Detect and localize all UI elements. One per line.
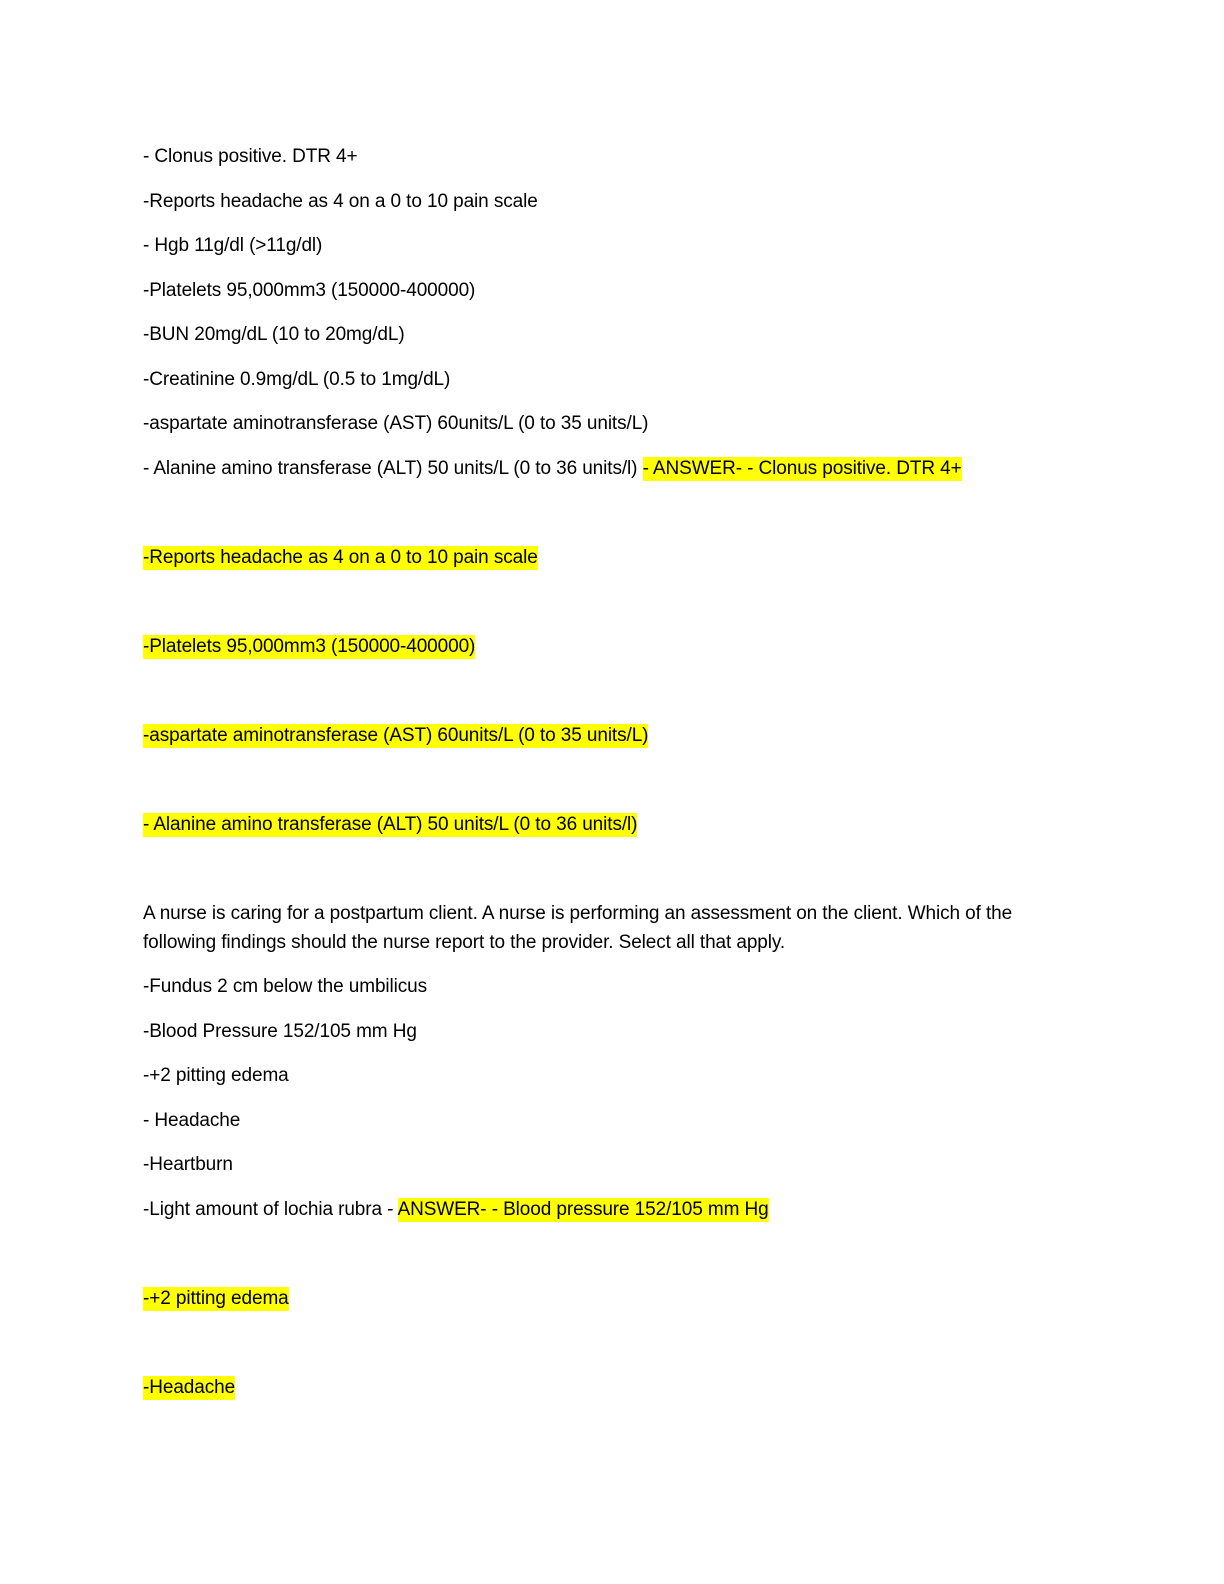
q1-answer-2: -Platelets 95,000mm3 (150000-400000) <box>143 636 476 657</box>
q1-answer-1: -Reports headache as 4 on a 0 to 10 pain scale <box>143 547 538 568</box>
q1-finding-2: -Reports headache as 4 on a 0 to 10 pain scale <box>143 191 538 212</box>
q1-finding-6: -Creatinine 0.9mg/dL (0.5 to 1mg/dL) <box>143 369 451 390</box>
q1-answer-line-4 <box>143 813 637 837</box>
q2-option-3: -+2 pitting edema <box>143 1065 289 1086</box>
q1-answer-inline: - ANSWER- - Clonus positive. DTR 4+ <box>642 458 962 479</box>
q1-finding-8-with-answer <box>143 457 962 481</box>
q2-answer-inline: ANSWER- - Blood pressure 152/105 mm Hg <box>397 1199 769 1220</box>
q2-option-5: -Heartburn <box>143 1154 233 1175</box>
q2-answer-line-1 <box>143 1287 289 1311</box>
q1-answer-line-3 <box>143 724 648 748</box>
q2-answer-1: -+2 pitting edema <box>143 1288 289 1309</box>
q2-option-6-with-answer <box>143 1198 769 1222</box>
q2-option-4: - Headache <box>143 1110 241 1131</box>
q1-answer-3: -aspartate aminotransferase (AST) 60units/L (0 to 35 units/L) <box>143 725 649 746</box>
q1-finding-7: -aspartate aminotransferase (AST) 60units/L (0 to 35 units/L) <box>143 413 649 434</box>
q1-finding-1: - Clonus positive. DTR 4+ <box>143 146 358 167</box>
q2-answer-2: -Headache <box>143 1377 236 1398</box>
q1-answer-4: - Alanine amino transferase (ALT) 50 units/L (0 to 36 units/l) <box>143 814 638 835</box>
q2-option-1: -Fundus 2 cm below the umbilicus <box>143 976 428 997</box>
q1-finding-4: -Platelets 95,000mm3 (150000-400000) <box>143 280 476 301</box>
q2-question: A nurse is caring for a postpartum client. A nurse is performing an assessment on the client. Which of the following findings should the nurse report to the provider. Select all that apply. <box>143 903 1013 953</box>
q1-finding-3: - Hgb 11g/dl (>11g/dl) <box>143 235 323 256</box>
q1-answer-line-2 <box>143 635 475 659</box>
q2-answer-line-2 <box>143 1376 235 1400</box>
q2-option-6: -Light amount of lochia rubra - <box>143 1199 398 1220</box>
q1-finding-8: - Alanine amino transferase (ALT) 50 units/L (0 to 36 units/l) <box>143 458 638 479</box>
q1-answer-line-1 <box>143 546 538 570</box>
q2-option-2: -Blood Pressure 152/105 mm Hg <box>143 1021 417 1042</box>
q1-finding-5: -BUN 20mg/dL (10 to 20mg/dL) <box>143 324 405 345</box>
